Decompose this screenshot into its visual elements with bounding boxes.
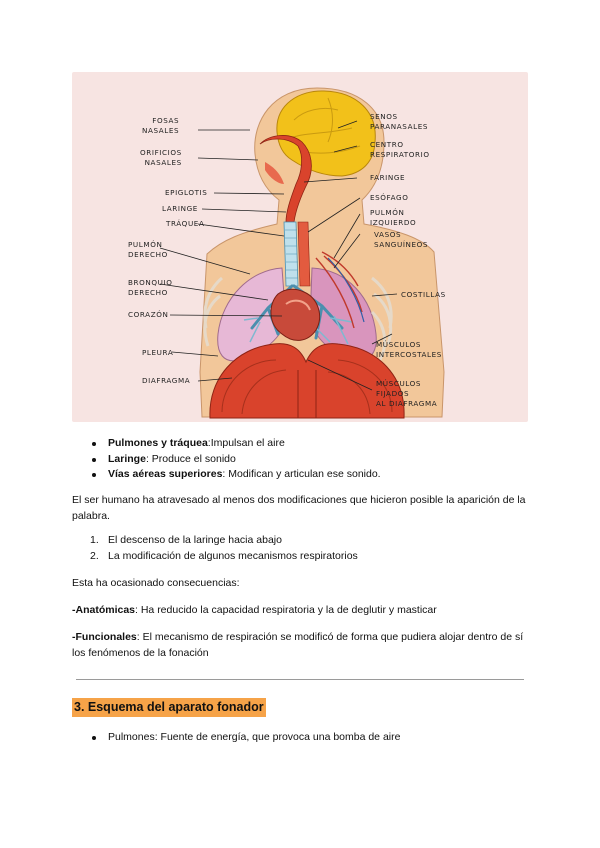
label-faringe: FARINGE xyxy=(370,173,406,182)
list-item xyxy=(90,436,381,452)
funcionales-term: -Funcionales xyxy=(72,631,137,643)
label-diafragma: DIAFRAGMA xyxy=(142,376,191,385)
list-item xyxy=(90,467,381,483)
label-costillas: COSTILLAS xyxy=(401,290,446,299)
label-pulmon-derecho: PULMÓN DERECHO xyxy=(128,240,168,259)
label-pleura: PLEURA xyxy=(142,348,174,357)
list-item xyxy=(90,452,381,468)
bullet-term: Laringe xyxy=(108,452,146,465)
label-senos-paranasales: SENOS PARANASALES xyxy=(370,112,429,131)
anatomicas-paragraph xyxy=(72,603,532,619)
consequences-paragraph: Esta ha ocasionado consecuencias: xyxy=(72,577,240,589)
list-item: Pulmones: Fuente de energía, que provoca una bomba de aire xyxy=(90,730,400,746)
bullet-text: : Modifican y articulan ese sonido. xyxy=(222,468,381,480)
bullet-term: Vías aéreas superiores xyxy=(108,468,223,480)
label-traquea: TRÁQUEA xyxy=(166,219,205,228)
list-number: 2. xyxy=(90,549,99,562)
label-epiglotis: EPIGLOTIS xyxy=(165,188,208,197)
list-text: La modificación de algunos mecanismos respiratorios xyxy=(108,549,358,562)
label-corazon: CORAZÓN xyxy=(128,310,169,319)
label-orificios-nasales: ORIFICIOS NASALES xyxy=(140,148,182,167)
respiratory-system-figure xyxy=(72,72,528,422)
horizontal-divider xyxy=(76,679,524,680)
intro-paragraph: El ser humano ha atravesado al menos dos modificaciones que hicieron posible la aparición de la palabra. xyxy=(72,494,526,522)
list-number: 1. xyxy=(90,534,99,546)
label-bronquio-derecho: BRONQUIO DERECHO xyxy=(128,278,173,297)
label-musculos-fijados: MÚSCULOS FIJADOS AL DIAFRAGMA xyxy=(376,379,438,408)
label-musculos-intercostales: MÚSCULOS INTERCOSTALES xyxy=(376,340,442,359)
anatomicas-text: : Ha reducido la capacidad respiratoria y la de deglutir y masticar xyxy=(135,604,437,616)
list-item xyxy=(90,549,358,565)
section-bullet-list xyxy=(90,730,400,746)
list-text: El descenso de la laringe hacia abajo xyxy=(108,534,282,546)
numbered-list xyxy=(90,533,358,564)
function-bullet-list xyxy=(90,436,381,483)
label-fosas-nasales: FOSAS NASALES xyxy=(142,116,180,135)
bullet-text: : Produce el sonido xyxy=(145,452,236,465)
label-centro-respiratorio: CENTRO RESPIRATORIO xyxy=(370,140,430,159)
label-laringe: LARINGE xyxy=(162,204,198,213)
section-heading: 3. Esquema del aparato fonador xyxy=(72,698,266,717)
bullet-term: Pulmones y tráquea xyxy=(108,437,208,449)
bullet-text: :Impulsan el aire xyxy=(207,437,285,449)
label-pulmon-izquierdo: PULMÓN IZQUIERDO xyxy=(370,208,417,227)
label-vasos-sanguineos: VASOS SANGUÍNEOS xyxy=(374,230,429,249)
anatomicas-term: -Anatómicas xyxy=(72,604,136,616)
funcionales-text: : El mecanismo de respiración se modificó de forma que pudiera alojar dentro de sí los fenómenos de la fonación xyxy=(72,631,524,659)
funcionales-paragraph xyxy=(72,630,528,661)
label-esofago: ESÓFAGO xyxy=(370,193,409,202)
list-item xyxy=(90,533,358,549)
